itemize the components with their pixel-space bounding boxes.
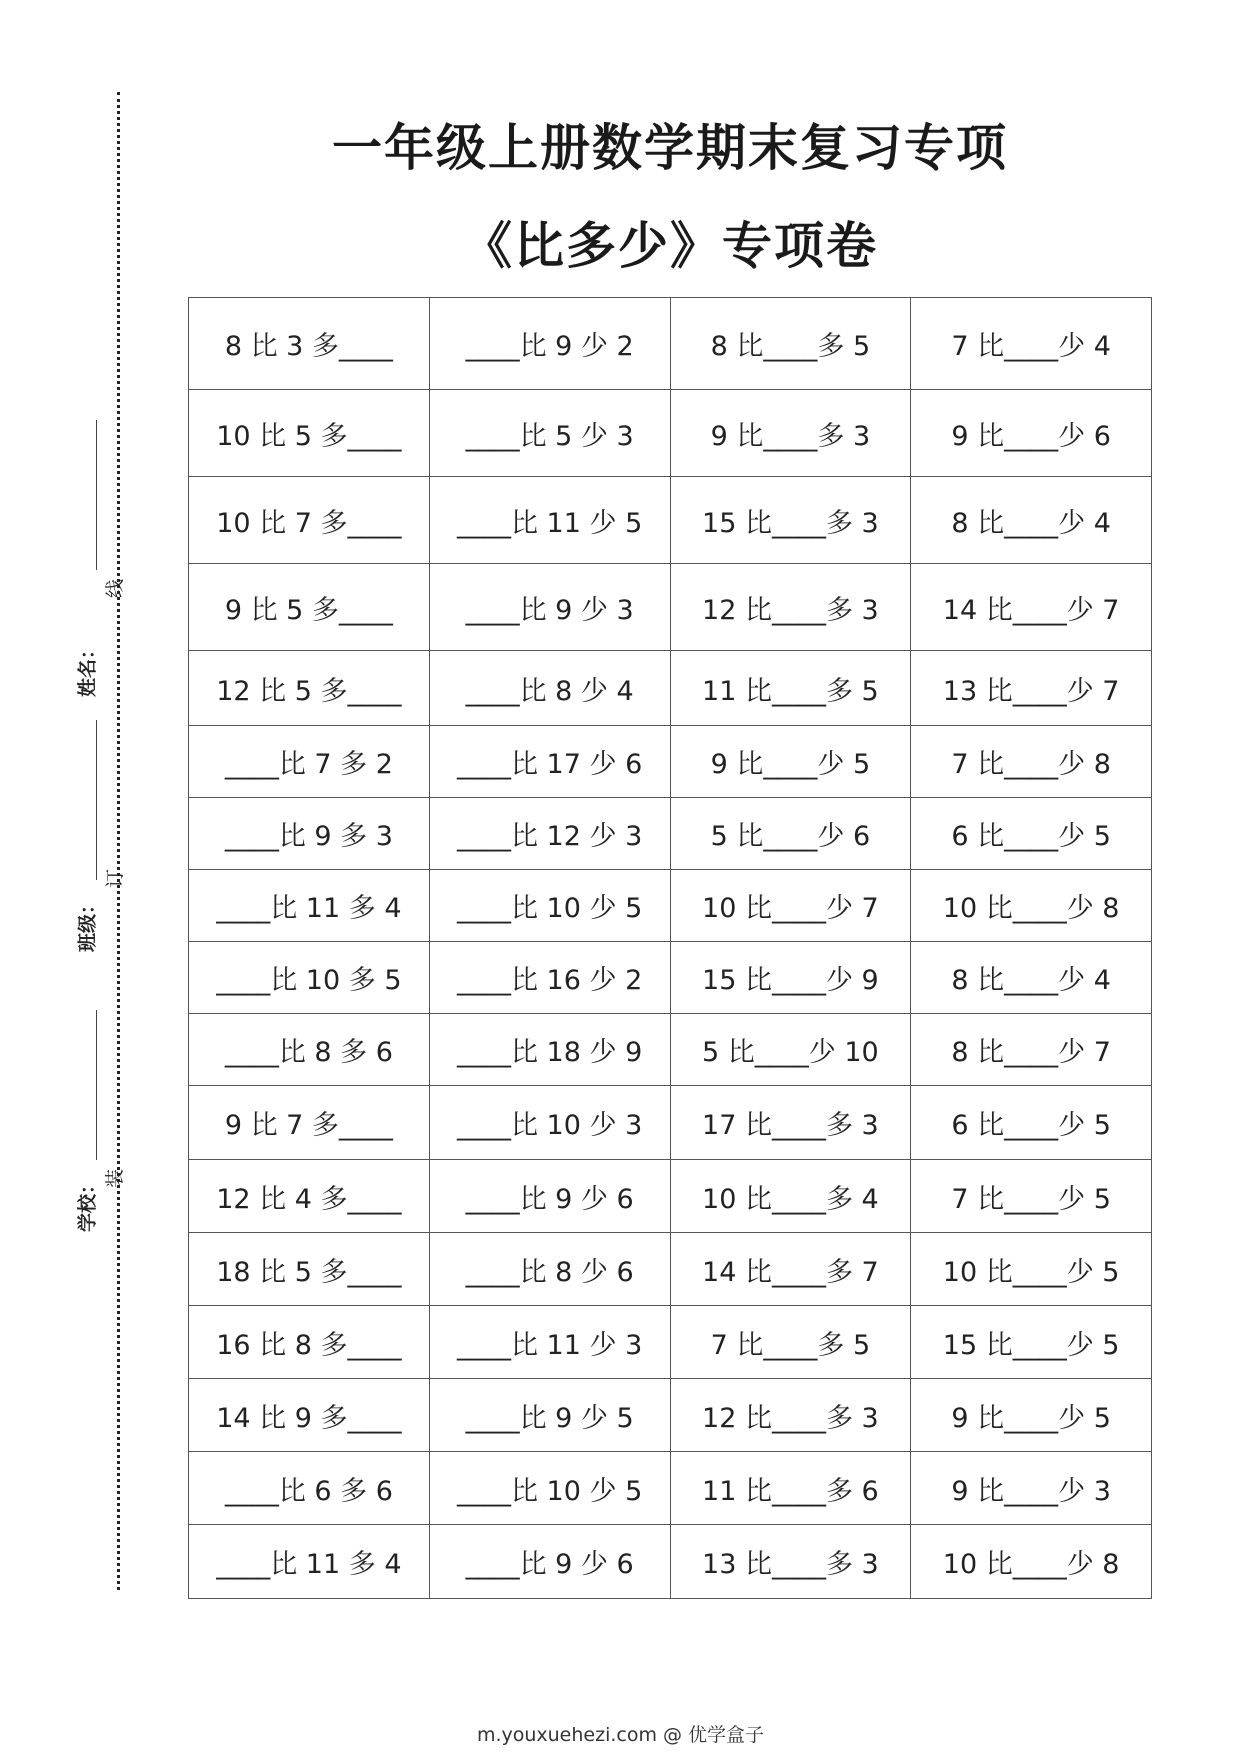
exercise-cell[interactable]: 7 比____少 4 [911,298,1152,390]
table-row [189,1160,1152,1233]
exercise-cell[interactable]: 12 比____多 3 [670,1379,911,1452]
exercise-cell[interactable]: ____比 12 少 3 [429,798,670,870]
exercise-cell[interactable]: ____比 5 少 3 [429,390,670,477]
exercise-cell[interactable]: 17 比____多 3 [670,1086,911,1160]
table-row [189,1306,1152,1379]
exercise-cell[interactable]: 8 比____少 4 [911,477,1152,564]
exercise-cell[interactable]: 8 比____少 4 [911,942,1152,1014]
exercise-cell[interactable]: 9 比____少 3 [911,1452,1152,1525]
table-row [189,298,1152,390]
exercise-cell[interactable]: 10 比 7 多____ [189,477,430,564]
exercise-cell[interactable]: ____比 8 多 6 [189,1014,430,1086]
exercise-cell[interactable]: 16 比 8 多____ [189,1306,430,1379]
class-blank [96,720,97,880]
exercise-cell[interactable]: 11 比____多 5 [670,651,911,726]
exercise-cell[interactable]: 5 比____少 10 [670,1014,911,1086]
exercise-cell[interactable]: ____比 8 少 4 [429,651,670,726]
exercise-cell[interactable]: ____比 10 少 3 [429,1086,670,1160]
bind-mark-xian: 线 [104,578,127,599]
exercise-cell[interactable]: 9 比____少 5 [911,1379,1152,1452]
exercise-cell[interactable]: ____比 10 少 5 [429,1452,670,1525]
exercise-cell[interactable]: ____比 9 少 3 [429,564,670,651]
table-row [189,390,1152,477]
exercise-cell[interactable]: ____比 16 少 2 [429,942,670,1014]
exercise-cell[interactable]: 8 比____多 5 [670,298,911,390]
exercise-cell[interactable]: 9 比____多 3 [670,390,911,477]
exercise-cell[interactable]: 12 比 5 多____ [189,651,430,726]
exercise-cell[interactable]: ____比 18 少 9 [429,1014,670,1086]
exercise-cell[interactable]: 15 比____少 5 [911,1306,1152,1379]
exercise-cell[interactable]: 5 比____少 6 [670,798,911,870]
bind-mark-zhuang: 装 [104,1168,127,1189]
page-title: 一年级上册数学期末复习专项 [332,119,1008,177]
table-row [189,477,1152,564]
bind-mark-ding: 订 [104,868,127,889]
table-row [189,942,1152,1014]
exercise-cell[interactable]: 10 比____少 8 [911,1525,1152,1599]
exercise-cell[interactable]: ____比 8 少 6 [429,1233,670,1306]
exercise-cell[interactable]: ____比 17 少 6 [429,726,670,798]
table-row [189,1014,1152,1086]
name-label: 姓名： [76,640,99,698]
exercise-cell[interactable]: 12 比____多 3 [670,564,911,651]
page-subtitle: 《比多少》专项卷 [462,217,878,275]
exercise-cell[interactable]: 9 比____少 6 [911,390,1152,477]
exercise-cell[interactable]: ____比 11 多 4 [189,1525,430,1599]
table-row [189,1233,1152,1306]
table-row [189,726,1152,798]
exercise-cell[interactable]: 14 比 9 多____ [189,1379,430,1452]
exercise-cell[interactable]: ____比 11 多 4 [189,870,430,942]
exercise-cell[interactable]: 12 比 4 多____ [189,1160,430,1233]
exercise-cell[interactable]: ____比 10 多 5 [189,942,430,1014]
exercise-cell[interactable]: ____比 11 少 3 [429,1306,670,1379]
table-row [189,1379,1152,1452]
student-info-sidebar [58,420,138,1270]
exercise-cell[interactable]: 7 比____多 5 [670,1306,911,1379]
school-blank [96,1010,97,1160]
exercise-cell[interactable]: 9 比 5 多____ [189,564,430,651]
footer-watermark: m.youxuehezi.com @ 优学盒子 [476,1724,765,1746]
exercise-cell[interactable]: 6 比____少 5 [911,798,1152,870]
exercise-cell[interactable]: 14 比____少 7 [911,564,1152,651]
table-row [189,564,1152,651]
exercise-cell[interactable]: 7 比____少 5 [911,1160,1152,1233]
exercise-cell[interactable]: 10 比 5 多____ [189,390,430,477]
exercise-cell[interactable]: ____比 10 少 5 [429,870,670,942]
exercise-cell[interactable]: 9 比 7 多____ [189,1086,430,1160]
exercise-cell[interactable]: 13 比____多 3 [670,1525,911,1599]
exercise-cell[interactable]: 10 比____少 8 [911,870,1152,942]
exercise-cell[interactable]: 10 比____少 5 [911,1233,1152,1306]
class-label: 班级： [76,895,99,953]
exercise-cell[interactable]: ____比 9 少 6 [429,1160,670,1233]
exercise-cell[interactable]: 15 比____少 9 [670,942,911,1014]
exercise-table [188,297,1152,1599]
table-row [189,1525,1152,1599]
exercise-cell[interactable]: 6 比____少 5 [911,1086,1152,1160]
exercise-cell[interactable]: 15 比____多 3 [670,477,911,564]
exercise-cell[interactable]: ____比 9 少 5 [429,1379,670,1452]
exercise-cell[interactable]: 9 比____少 5 [670,726,911,798]
exercise-cell[interactable]: ____比 6 多 6 [189,1452,430,1525]
exercise-cell[interactable]: 11 比____多 6 [670,1452,911,1525]
table-row [189,1086,1152,1160]
exercise-cell[interactable]: 14 比____多 7 [670,1233,911,1306]
name-blank [96,420,97,570]
exercise-cell[interactable]: 10 比____多 4 [670,1160,911,1233]
table-row [189,1452,1152,1525]
exercise-cell[interactable]: ____比 9 少 2 [429,298,670,390]
exercise-cell[interactable]: 7 比____少 8 [911,726,1152,798]
exercise-cell[interactable]: ____比 11 少 5 [429,477,670,564]
table-row [189,870,1152,942]
school-label: 学校： [76,1175,99,1233]
exercise-cell[interactable]: 13 比____少 7 [911,651,1152,726]
exercise-cell[interactable]: 18 比 5 多____ [189,1233,430,1306]
exercise-cell[interactable]: 10 比____少 7 [670,870,911,942]
exercise-cell[interactable]: 8 比____少 7 [911,1014,1152,1086]
exercise-cell[interactable]: 8 比 3 多____ [189,298,430,390]
table-row [189,651,1152,726]
exercise-cell[interactable]: ____比 9 少 6 [429,1525,670,1599]
table-row [189,798,1152,870]
exercise-cell[interactable]: ____比 7 多 2 [189,726,430,798]
exercise-cell[interactable]: ____比 9 多 3 [189,798,430,870]
